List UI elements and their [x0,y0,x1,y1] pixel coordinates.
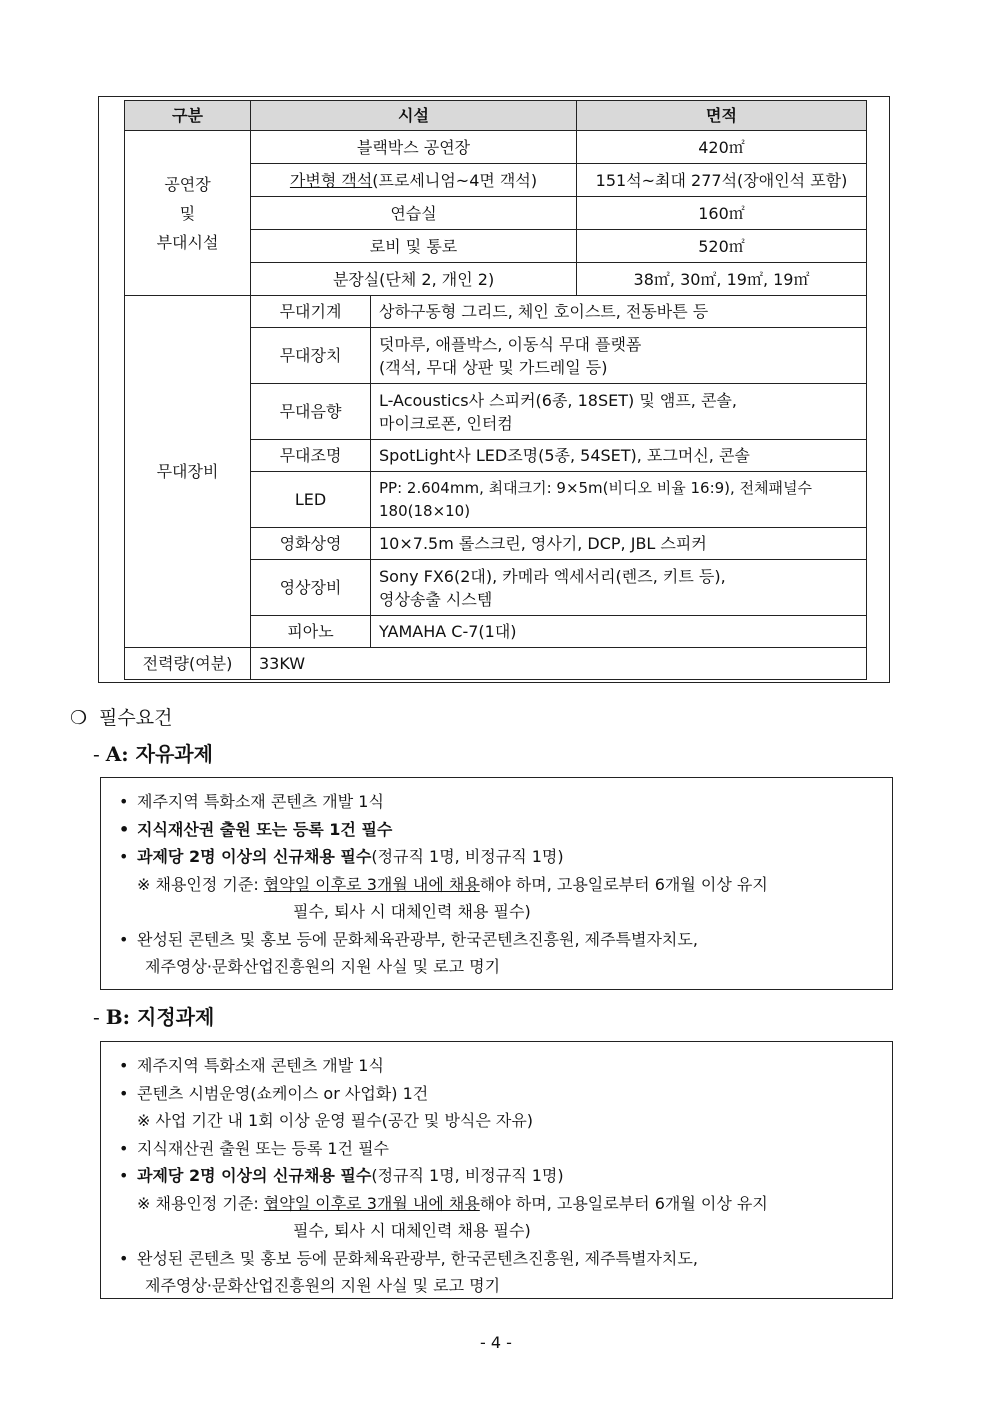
equipment-name: 영화상영 [251,528,371,560]
equipment-name: 무대조명 [251,440,371,472]
list-item: • 과제당 2명 이상의 신규채용 필수(정규직 1명, 비정규직 1명) [117,843,876,871]
facility-table [124,100,867,680]
header-area: 면적 [577,101,867,131]
power-value: 33KW [251,648,867,680]
list-item: • 완성된 콘텐츠 및 홍보 등에 문화체육관광부, 한국콘텐츠진흥원, 제주특별자치도, [117,926,876,954]
area-cell: 38㎡, 30㎡, 19㎡, 19㎡ [577,263,867,296]
list-item: • 제주지역 특화소재 콘텐츠 개발 1식 [117,1052,876,1080]
area-cell: 420㎡ [577,131,867,164]
note-item: ※ 채용인정 기준: 협약일 이후로 3개월 내에 채용해야 하며, 고용일로부터 6개월 이상 유지 [137,874,768,894]
table-header-row [125,101,867,131]
facility-cell: 연습실 [251,197,577,230]
group-label-venue: 공연장 및 부대시설 [125,131,251,296]
list-item: • 콘텐츠 시범운영(쇼케이스 or 사업화) 1건 [117,1080,876,1108]
requirements-box-b [100,1041,893,1299]
equipment-detail: Sony FX6(2대), 카메라 엑세서리(렌즈, 키트 등), 영상송출 시스템 [371,560,867,616]
equipment-name: 영상장비 [251,560,371,616]
facility-cell: 로비 및 통로 [251,230,577,263]
area-cell: 520㎡ [577,230,867,263]
page-number: - 4 - [480,1333,512,1352]
requirements-box-a [100,777,893,990]
list-item: • 과제당 2명 이상의 신규채용 필수(정규직 1명, 비정규직 1명) [117,1162,876,1190]
equipment-detail: PP: 2.604mm, 최대크기: 9×5m(비디오 비율 16:9), 전체패널수 180(18×10) [371,472,867,528]
facility-cell: 분장실(단체 2, 개인 2) [251,263,577,296]
circle-bullet-icon: ❍ [70,707,88,729]
note-item: ※ 채용인정 기준: 협약일 이후로 3개월 내에 채용해야 하며, 고용일로부터 6개월 이상 유지 [137,1193,768,1213]
equipment-name: 무대장치 [251,328,371,384]
area-cell: 160㎡ [577,197,867,230]
subsection-b-title: - B: 지정과제 [93,1005,215,1029]
subsection-a-title: - A: 자유과제 [93,742,213,766]
equipment-detail: 덧마루, 애플박스, 이동식 무대 플랫폼 (객석, 무대 상판 및 가드레일 등) [371,328,867,384]
equipment-detail: SpotLight사 LED조명(5종, 54SET), 포그머신, 콘솔 [371,440,867,472]
table-row [125,131,867,164]
equipment-name: 무대음향 [251,384,371,440]
equipment-detail: 상하구동형 그리드, 체인 호이스트, 전동바튼 등 [371,296,867,328]
group-label-stage-equipment: 무대장비 [125,296,251,648]
facility-cell: 가변형 객석(프로세니엄~4면 객석) [251,164,577,197]
equipment-name: LED [251,472,371,528]
header-category: 구분 [125,101,251,131]
area-cell: 151석~최대 277석(장애인석 포함) [577,164,867,197]
list-item: • 지식재산권 출원 또는 등록 1건 필수 [117,816,876,844]
list-item: • 제주지역 특화소재 콘텐츠 개발 1식 [117,788,876,816]
equipment-detail: YAMAHA C-7(1대) [371,616,867,648]
equipment-detail: L-Acoustics사 스피커(6종, 18SET) 및 앰프, 콘솔, 마이크로폰, 인터컴 [371,384,867,440]
facility-cell: 블랙박스 공연장 [251,131,577,164]
list-item: • 완성된 콘텐츠 및 홍보 등에 문화체육관광부, 한국콘텐츠진흥원, 제주특별자치도, [117,1245,876,1273]
table-row [125,296,867,328]
note-item: ※ 사업 기간 내 1회 이상 운영 필수(공간 및 방식은 자유) [137,1111,534,1130]
list-item-continuation: 제주영상·문화산업진흥원의 지원 사실 및 로고 명기 [145,957,501,976]
equipment-detail: 10×7.5m 롤스크린, 영사기, DCP, JBL 스피커 [371,528,867,560]
note-continuation: 필수, 퇴사 시 대체인력 채용 필수) [293,1221,531,1240]
equipment-name: 무대기계 [251,296,371,328]
table-row-power [125,648,867,680]
section-title: ❍ 필수요건 [70,707,173,729]
power-label: 전력량(여분) [125,648,251,680]
equipment-name: 피아노 [251,616,371,648]
list-item: • 지식재산권 출원 또는 등록 1건 필수 [117,1135,876,1163]
note-continuation: 필수, 퇴사 시 대체인력 채용 필수) [293,902,531,921]
list-item-continuation: 제주영상·문화산업진흥원의 지원 사실 및 로고 명기 [145,1276,501,1295]
header-facility: 시설 [251,101,577,131]
